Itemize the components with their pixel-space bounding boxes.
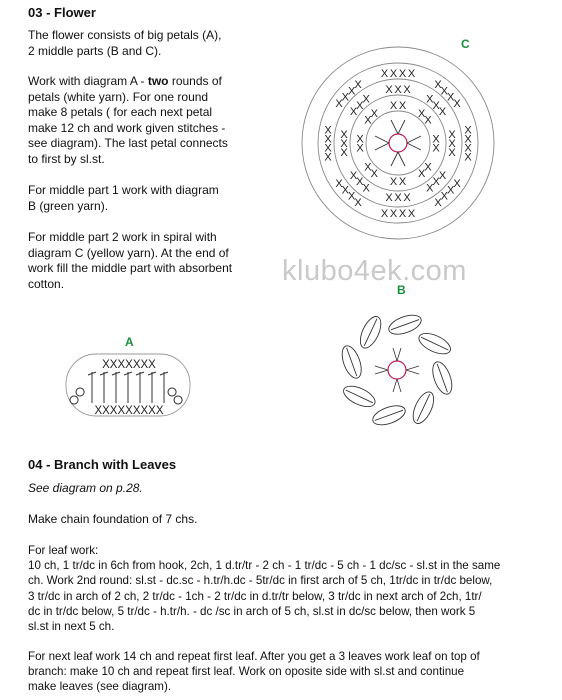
flower-intro-paragraph [28, 28, 268, 59]
text-line: For middle part 1 work with diagram [28, 183, 219, 197]
stitch-x-symbol: X [354, 197, 362, 209]
leaf-vein [417, 394, 430, 421]
stitch-x-symbol: X [385, 84, 393, 96]
stitch-x-symbol: X [424, 114, 432, 127]
leaf-work-paragraph [28, 543, 558, 634]
text-run: Work with diagram A - [28, 74, 148, 88]
stitch-x-symbol: X [389, 68, 398, 80]
stitch-x-symbol: X [398, 100, 407, 112]
diagram-a-label: A [125, 335, 134, 349]
text-line: diagram C (yellow yarn). At the end of [28, 245, 229, 260]
leaf-vein [421, 337, 448, 350]
stitch-x-symbol: X [440, 190, 448, 203]
stitch-x-symbol: X [448, 129, 456, 141]
text-line: branch: make 10 ch and repeat first leaf. Work on oposite side with sl.st and continue [28, 665, 465, 679]
stitch-x-symbol: X [447, 184, 455, 197]
stitch-x-symbol: X [426, 182, 434, 195]
text-line [28, 74, 273, 90]
stitch-x-symbol: X [438, 106, 447, 119]
leaf-vein [364, 319, 377, 346]
text-line: B (green yarn). [28, 198, 109, 213]
stitch-x-symbol: X [356, 176, 364, 189]
stitch-x-symbol: X [418, 168, 426, 181]
text-line: The flower consists of big petals (A), [28, 28, 222, 42]
stitch-x-symbol: X [341, 91, 349, 104]
stitch-x-symbol: X [356, 133, 364, 146]
stitch-x-symbol: X [389, 208, 398, 220]
next-leaf-paragraph [28, 649, 558, 695]
stitch-x-symbol: X [370, 107, 378, 120]
text-line: ch. Work 2nd round: sl.st - dc.sc - h.tr/h.dc - 5tr/dc in first arch of 5 ch, 1tr/dc in tr/dc below, [28, 574, 493, 588]
stitch-x-symbol: X [453, 98, 461, 110]
diagram-a-petal [62, 348, 194, 422]
stitch-x-symbol: X [389, 100, 398, 112]
watermark-text: klubo4ek.com [282, 255, 467, 287]
middle-part-1-paragraph [28, 183, 273, 214]
stitch-x-symbol: X [398, 208, 407, 220]
text-line: For next leaf work 14 ch and repeat first leaf. After you get a 3 leaves work leaf on top of [28, 650, 480, 663]
stitch-x-symbol: X [407, 68, 416, 80]
stitch-x-symbol: X [453, 178, 461, 190]
text-line: work fill the middle part with absorbent [28, 261, 233, 275]
text-line: to first by sl.st. [28, 151, 105, 166]
stitch-x-symbol: X [447, 91, 455, 104]
stitch-x-symbol: X [394, 84, 402, 96]
stitch-x-symbol: X [403, 84, 411, 96]
stitch-x-symbol: X [434, 197, 442, 209]
stitch-x-symbol: X [389, 176, 398, 188]
stitch-x-symbol: X [356, 99, 364, 112]
stitch-x-symbol: X [407, 208, 416, 220]
stitch-x-symbol: X [324, 142, 332, 155]
stitch-x-symbol: X [432, 133, 440, 146]
text-run: rounds of [168, 74, 222, 88]
stitch-x-symbol: X [380, 68, 389, 80]
stitch-x-symbol: X [348, 190, 356, 203]
see-diagram-note: See diagram on p.28. [28, 481, 143, 495]
stitch-x-symbol: X [432, 176, 440, 189]
petal-top-row: XXXXXXX [102, 359, 156, 371]
diagram-c-spiral [296, 40, 500, 250]
diagram-b-motif [325, 296, 469, 444]
stitch-x-symbol: X [426, 93, 434, 106]
text-line: make 8 petals ( for each next petal [28, 105, 213, 119]
text-line: dc in tr/dc below, 5 tr/dc - h.tr/h. - dc /sc in arch of 5 ch, sl.st in dc/sc below, then work 5 [28, 604, 476, 618]
stitch-x-symbol: X [464, 124, 472, 137]
stitch-x-symbol: X [335, 98, 343, 110]
stitch-x-symbol: X [356, 142, 364, 155]
stitch-x-symbol: X [349, 169, 358, 182]
section-04-heading: 04 - Branch with Leaves [28, 457, 177, 472]
stitch-x-symbol: X [370, 168, 378, 181]
text-line: 3 tr/dc in arch of 2 ch, 2 tr/dc - 1ch - 2 tr/dc in d.tr/tr below, 3 tr/dc in next arch of 2ch, 1tr/ [28, 589, 482, 603]
stitch-x-symbol: X [394, 192, 402, 204]
stitch-x-symbol: X [432, 99, 440, 112]
middle-part-2-paragraph [28, 230, 278, 292]
stitch-x-symbol: X [418, 107, 426, 120]
stitch-x-symbol: X [335, 178, 343, 190]
text-line: 2 middle parts (B and C). [28, 43, 162, 58]
stitch-x-symbol: X [438, 169, 447, 182]
stitch-x-symbol: X [403, 192, 411, 204]
stitch-x-symbol: X [424, 161, 432, 174]
text-line: cotton. [28, 276, 65, 291]
stitch-x-symbol: X [354, 79, 362, 91]
text-line: sl.st in next 5 ch. [28, 620, 115, 634]
stitch-x-symbol: X [324, 151, 332, 164]
petals-instructions-paragraph [28, 74, 273, 167]
text-line: see diagram). The last petal connects [28, 136, 228, 150]
leaf-vein [346, 390, 373, 403]
emphasis-two: two [147, 74, 169, 88]
stitch-x-symbol: X [324, 133, 332, 146]
stitch-x-symbol: X [348, 85, 356, 98]
stitch-x-symbol: X [464, 133, 472, 146]
stitch-x-symbol: X [398, 68, 407, 80]
stitch-x-symbol: X [364, 114, 372, 127]
chain-foundation-text: Make chain foundation of 7 chs. [28, 512, 198, 526]
stitch-x-symbol: X [464, 142, 472, 155]
section-03-heading: 03 - Flower [28, 5, 96, 20]
stitch-x-symbol: X [448, 147, 456, 159]
text-line: make leaves (see diagram). [28, 680, 172, 694]
stitch-x-symbol: X [341, 184, 349, 197]
stitch-x-symbol: X [340, 147, 348, 159]
stitch-x-symbol: X [349, 106, 358, 119]
stitch-x-symbol: X [324, 124, 332, 137]
stitch-x-symbol: X [432, 142, 440, 155]
leaf-work-title: For leaf work: [28, 544, 99, 557]
stitch-x-symbol: X [340, 129, 348, 141]
stitch-x-symbol: X [362, 182, 370, 195]
stitch-x-symbol: X [440, 85, 448, 98]
stitch-x-symbol: X [464, 151, 472, 164]
stitch-x-symbol: X [385, 192, 393, 204]
stitch-x-symbol: X [434, 79, 442, 91]
text-line: 10 ch, 1 tr/dc in 6ch from hook, 2ch, 1 d.tr/tr - 2 ch - 1 tr/dc - 5 ch - 1 dc/sc - sl.st in the same [28, 559, 501, 573]
text-line: petals (white yarn). For one round [28, 89, 209, 104]
stitch-x-symbol: X [362, 93, 370, 106]
text-line: For middle part 2 work in spiral with [28, 230, 217, 244]
stitch-x-symbol: X [364, 161, 372, 174]
stitch-x-symbol: X [398, 176, 407, 188]
diagram-c-label: C [461, 37, 470, 51]
stitch-x-symbol: X [380, 208, 389, 220]
stitch-x-symbol: X [340, 138, 348, 150]
diagram-b-label: B [397, 283, 406, 297]
text-line: make 12 ch and work given stitches - [28, 120, 226, 135]
petal-bottom-row: XXXXXXXXX [94, 405, 164, 417]
stitch-x-symbol: X [448, 138, 456, 150]
